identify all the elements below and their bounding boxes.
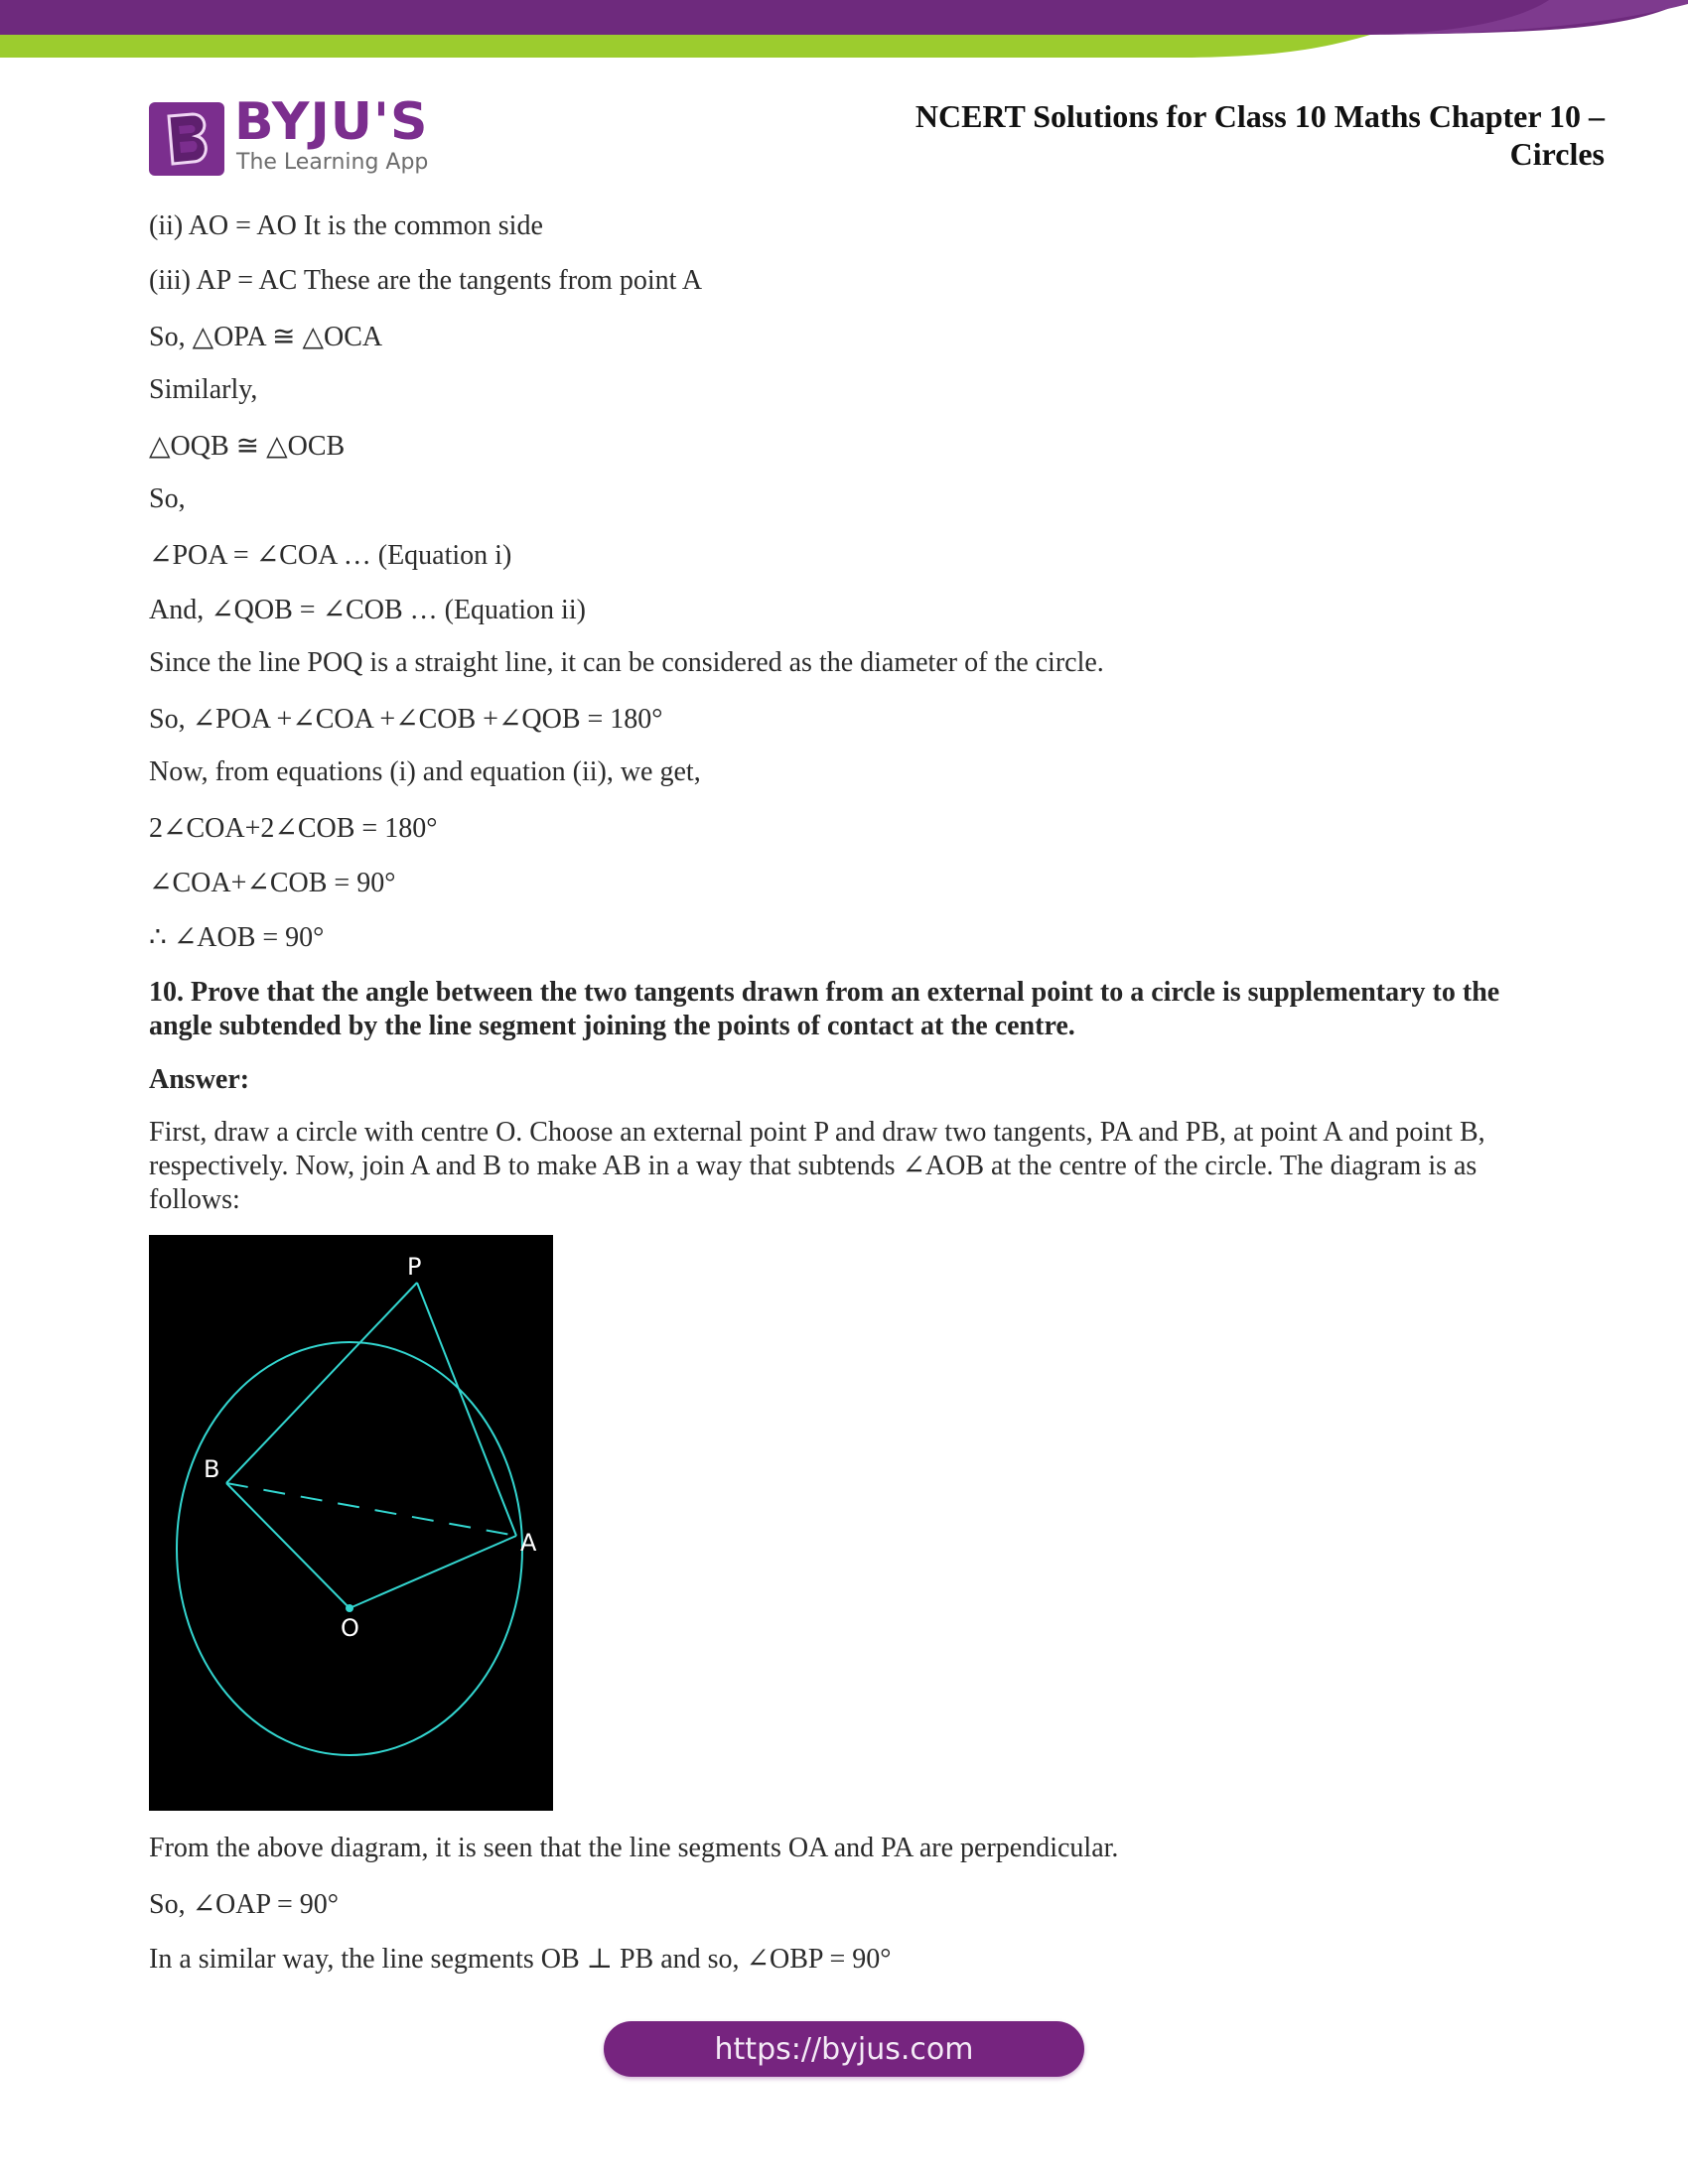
radius-oa <box>350 1536 516 1608</box>
label-a: A <box>520 1529 537 1557</box>
header-banner <box>0 0 1688 62</box>
title-line-2: Circles <box>1509 136 1605 172</box>
document-title <box>915 97 1605 173</box>
text-line: ∠POA = ∠COA … (Equation i) <box>149 540 512 571</box>
label-b: B <box>204 1455 220 1483</box>
text-line: △OQB ≅ △OCB <box>149 431 346 462</box>
question-10: 10. Prove that the angle between the two tangents drawn from an external point to a circle is supplementary to the angle subtended by the line segment joining the points of contact at the centre. <box>149 977 1500 1041</box>
text-line: (ii) AO = AO It is the common side <box>149 210 543 241</box>
text-line: Since the line POQ is a straight line, it can be considered as the diameter of the circle. <box>149 647 1104 678</box>
circle-shape <box>177 1342 522 1755</box>
text-line: Similarly, <box>149 374 258 405</box>
answer-label: Answer: <box>149 1064 250 1095</box>
answer-intro: First, draw a circle with centre O. Choose an external point P and draw two tangents, PA and PB, at point A and point B, respectively. Now, join A and B to make AB in a way that subtends ∠AOB at the centre of the circle. The diagram is as follows: <box>149 1117 1485 1215</box>
text-line: In a similar way, the line segments OB ⊥ PB and so, ∠OBP = 90° <box>149 1944 892 1975</box>
centre-dot <box>346 1604 353 1612</box>
byjus-b-logo-icon <box>149 102 224 176</box>
tangents-circle-diagram <box>149 1235 553 1811</box>
text-line: Now, from equations (i) and equation (ii), we get, <box>149 756 701 787</box>
website-link-button[interactable] <box>604 2021 1084 2077</box>
text-line: (iii) AP = AC These are the tangents from point A <box>149 265 703 296</box>
text-line: ∴ ∠AOB = 90° <box>149 922 325 953</box>
text-line: And, ∠QOB = ∠COB … (Equation ii) <box>149 595 586 625</box>
logo-wordmark: BYJU'S <box>234 92 429 152</box>
title-line-1: NCERT Solutions for Class 10 Maths Chapter 10 – <box>914 98 1605 134</box>
byjus-logo[interactable] <box>149 92 437 180</box>
text-line: So, △OPA ≅ △OCA <box>149 322 383 352</box>
text-line: So, <box>149 483 186 514</box>
label-o: O <box>341 1614 359 1642</box>
logo-tagline: The Learning App <box>236 150 429 175</box>
label-p: P <box>407 1253 422 1281</box>
website-url[interactable]: https://byjus.com <box>714 2031 974 2067</box>
text-line: So, ∠POA +∠COA +∠COB +∠QOB = 180° <box>149 704 663 735</box>
tangent-pb <box>226 1283 417 1483</box>
text-line: 2∠COA+2∠COB = 180° <box>149 813 438 844</box>
tangent-pa <box>417 1283 516 1536</box>
text-line: From the above diagram, it is seen that the line segments OA and PA are perpendicular. <box>149 1833 1119 1863</box>
radius-ob <box>226 1483 350 1608</box>
text-line: ∠COA+∠COB = 90° <box>149 868 396 898</box>
text-line: So, ∠OAP = 90° <box>149 1889 339 1920</box>
